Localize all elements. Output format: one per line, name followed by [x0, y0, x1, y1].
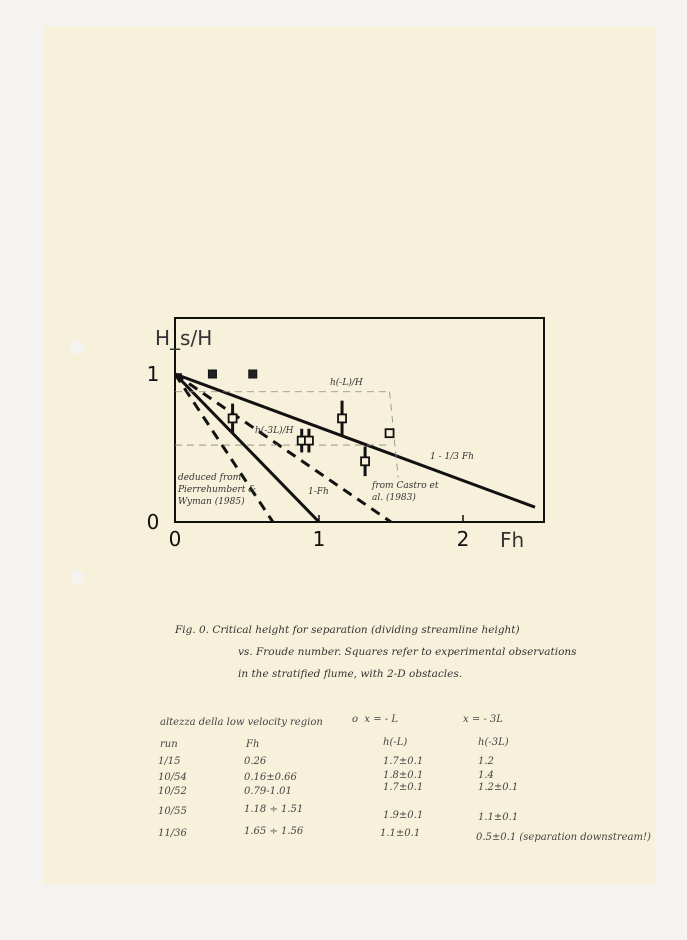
annotation-h-3L: h(-3L)/H	[255, 426, 294, 436]
caption-line-1: Fig. 0. Critical height for separation (dividing streamline height)	[175, 624, 520, 636]
annotation-pierrehumbert: deduced from Pierrehumbert & Wyman (1985)	[178, 473, 257, 507]
table-cell-h3L: 1.4	[478, 770, 494, 781]
x-axis-label: Fh	[500, 528, 525, 552]
y-tick-label: 0	[146, 510, 160, 534]
table-cell-fh: 1.18 ÷ 1.51	[244, 804, 304, 815]
table-cell-run: 11/36	[158, 828, 187, 839]
x-tick-label: 1	[312, 527, 326, 551]
table-cell-fh: 0.79-1.01	[244, 786, 292, 797]
data-point	[361, 457, 369, 465]
table-cell-run: 10/55	[158, 806, 187, 817]
annotation-1-third-fh: 1 - 1/3 Fh	[430, 452, 474, 462]
table-header-fh: Fh	[246, 739, 260, 750]
table-cell-fh: 0.16±0.66	[244, 772, 297, 783]
chart-points	[208, 370, 393, 476]
table-col-header-x-L: o x = - L	[352, 714, 398, 725]
caption-line-2: vs. Froude number. Squares refer to experimental observations	[238, 646, 577, 658]
x-tick-label: 2	[456, 527, 470, 551]
table-cell-h3L: 1.1±0.1	[478, 812, 519, 823]
table-cell-hL: 1.1±0.1	[380, 828, 421, 839]
y-tick-label: 1	[146, 362, 160, 386]
table-cell-hL: 1.7±0.1	[383, 782, 424, 793]
table-cell-hL: 1.8±0.1	[383, 770, 424, 781]
table-header-h3L: h(-3L)	[478, 737, 509, 748]
table-col-x-L-label: x = - L	[364, 714, 398, 725]
caption-line-3: in the stratified flume, with 2-D obstacles.	[238, 668, 463, 680]
table-cell-hL: 1.9±0.1	[383, 810, 424, 821]
table-cell-hL: 1.7±0.1	[383, 756, 424, 767]
data-point	[305, 437, 313, 445]
table-title: altezza della low velocity region	[160, 717, 323, 728]
table-header-run: run	[160, 739, 178, 750]
table-cell-fh: 0.26	[244, 756, 267, 767]
square-marker	[249, 370, 257, 378]
annotation-castro: from Castro et al. (1983)	[372, 481, 439, 503]
annotation-1-fh: 1-Fh	[308, 487, 329, 497]
x-tick-label: 0	[168, 527, 182, 551]
square-marker	[208, 370, 216, 378]
table-cell-run: 10/52	[158, 786, 187, 797]
data-point	[229, 414, 237, 422]
y-axis-label: H_s/H	[155, 326, 213, 350]
table-header-hL: h(-L)	[383, 737, 408, 748]
table-col-header-x-3L: x = - 3L	[463, 714, 503, 725]
table-cell-h3L: 1.2±0.1	[478, 782, 519, 793]
table-cell-h3L: 0.5±0.1 (separation downstream!)	[476, 832, 651, 843]
annotation-h-L: h(-L)/H	[330, 378, 363, 388]
data-point	[386, 429, 394, 437]
table-cell-h3L: 1.2	[478, 756, 494, 767]
table-cell-run: 10/54	[158, 772, 187, 783]
table-cell-fh: 1.65 ÷ 1.56	[244, 826, 304, 837]
table-cell-run: 1/15	[158, 756, 181, 767]
data-point	[338, 414, 346, 422]
